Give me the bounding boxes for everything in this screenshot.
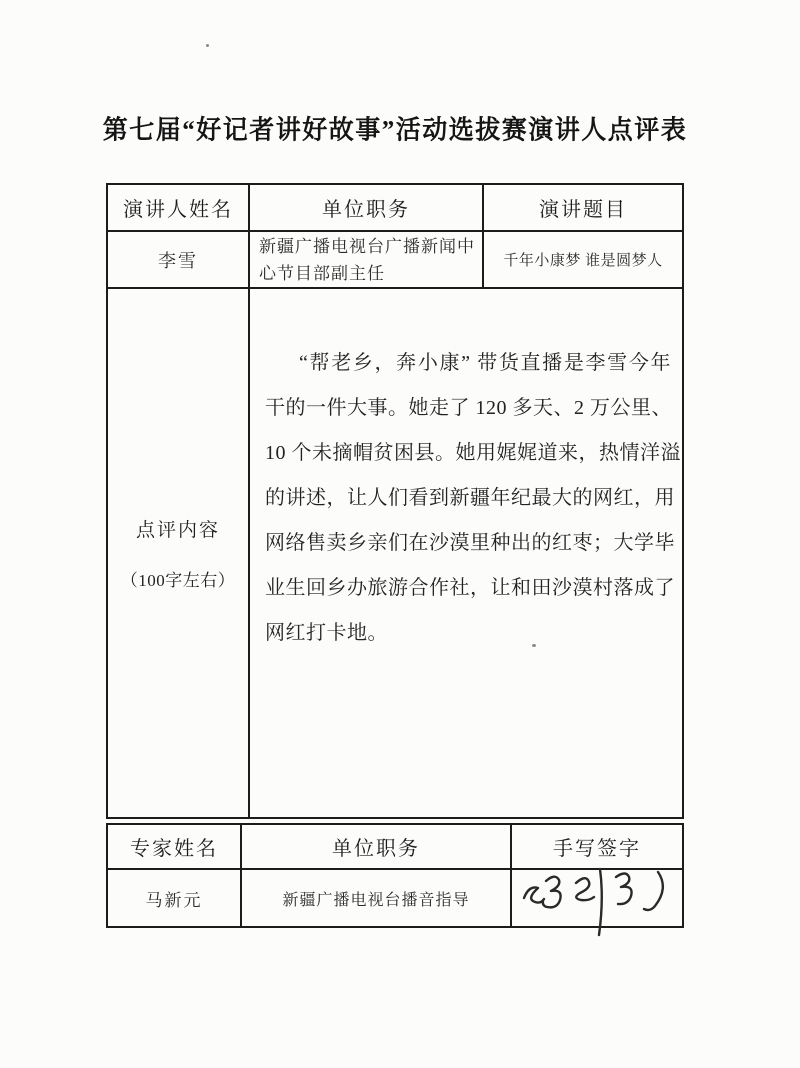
- review-label-note: （100字左右）: [120, 571, 236, 590]
- handwritten-signature-scribble: [512, 866, 682, 952]
- speaker-name-value: 李雪: [108, 232, 250, 289]
- review-content-label: [108, 289, 250, 817]
- expert-unit-position-value: 新疆广播电视台播音指导: [242, 870, 512, 926]
- column-header-speech-topic: 演讲题目: [484, 185, 682, 232]
- column-header-unit-position: 单位职务: [250, 185, 484, 232]
- review-line: 10 个未摘帽贫困县。她用娓娓道来，热情洋溢: [265, 442, 681, 464]
- expert-name-value: 马新元: [108, 870, 242, 926]
- speaker-unit-position-text: 新疆广播电视台广播新闻中心节目部副主任: [259, 236, 475, 283]
- page-title: 第七届“好记者讲好故事”活动选拔赛演讲人点评表: [102, 116, 688, 145]
- scan-speck: [206, 44, 209, 47]
- review-line: 网红打卡地。: [265, 622, 388, 644]
- review-line: 网络售卖乡亲们在沙漠里种出的红枣；大学毕: [265, 532, 675, 554]
- review-line: 干的一件大事。她走了 120 多天、2 万公里、: [265, 397, 672, 419]
- column-header-handwritten-signature: 手写签字: [512, 825, 682, 870]
- review-line: “帮老乡，奔小康” 带货直播是李雪今年: [299, 352, 671, 374]
- column-header-expert-unit-position: 单位职务: [242, 825, 512, 870]
- review-form: [106, 183, 684, 928]
- speaker-review-table: [106, 183, 684, 819]
- review-label-title: 点评内容: [135, 520, 220, 541]
- column-header-expert-name: 专家姓名: [108, 825, 242, 870]
- review-line: 的讲述，让人们看到新疆年纪最大的网红，用: [265, 487, 675, 509]
- expert-signature-table: [106, 823, 684, 928]
- speech-topic-value: 千年小康梦 谁是圆梦人: [484, 232, 682, 289]
- review-content-cell: [250, 289, 682, 817]
- review-line: 业生回乡办旅游合作社，让和田沙漠村落成了: [265, 577, 675, 599]
- column-header-speaker-name: 演讲人姓名: [108, 185, 250, 232]
- speaker-unit-position-value: [250, 232, 484, 289]
- signature-cell: [512, 870, 682, 926]
- review-paragraph: [265, 341, 681, 656]
